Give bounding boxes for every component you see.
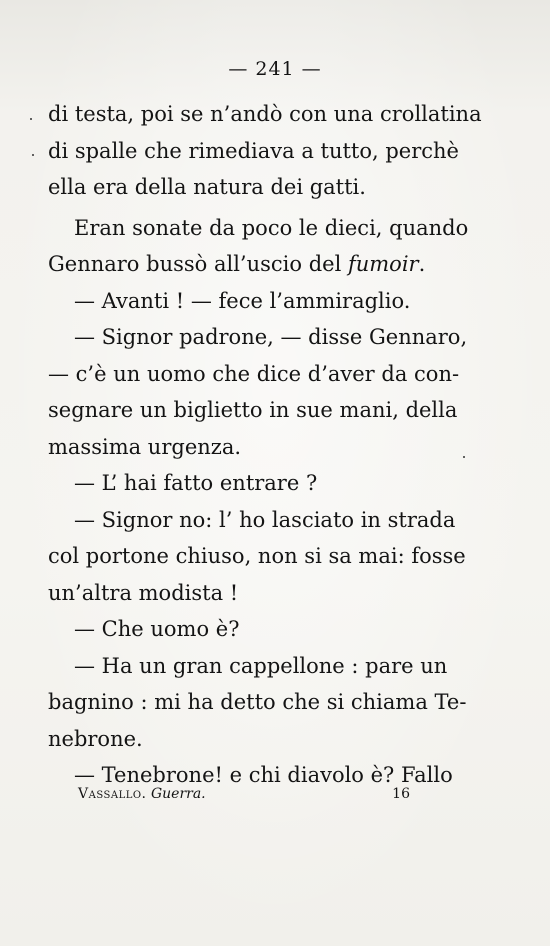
text-line: — L’ hai fatto entrare ? [74, 471, 318, 495]
text-line: — Che uomo è? [74, 617, 240, 641]
text-line: — c’è un uomo che dice d’aver da con- [48, 361, 460, 386]
footer-author: Vassallo. [78, 786, 147, 802]
print-speck [463, 456, 465, 458]
footer-citation [78, 786, 206, 802]
text-line: segnare un biglietto in sue mani, della [48, 398, 458, 422]
text-line: Eran sonate da poco le dieci, quando [74, 215, 469, 240]
body-text [48, 96, 482, 794]
text-fragment: Gennaro bussò all’uscio del [48, 252, 348, 276]
text-line: — Avanti ! — fece l’ammiraglio. [74, 288, 411, 313]
print-speck [30, 118, 32, 120]
text-line: ella era della natura dei gatti. [48, 175, 366, 199]
text-line: nebrone. [48, 726, 143, 751]
text-line: di spalle che rimediava a tutto, perchè [48, 138, 459, 163]
text-line: massima urgenza. [48, 434, 242, 459]
signature-mark: 16 [392, 786, 410, 802]
text-line: di testa, poi se n’andò con una crollatina [48, 102, 482, 126]
text-line: — Signor padrone, — disse Gennaro, [74, 325, 468, 349]
text-line: bagnino : mi ha detto che si chiama Te- [48, 690, 467, 714]
italic-word: fumoir [347, 252, 419, 276]
page-number: — 241 — [228, 58, 322, 80]
page-footer [78, 786, 410, 802]
text-fragment: . [418, 252, 426, 276]
text-line: col portone chiuso, non si sa mai: fosse [48, 544, 466, 568]
print-speck [32, 154, 34, 156]
text-line: — Signor no: l’ ho lasciato in strada [74, 507, 456, 532]
text-line [48, 246, 444, 283]
footer-title: Guerra. [150, 786, 206, 802]
text-line: un’altra modista ! [48, 580, 239, 605]
text-line: — Tenebrone! e chi diavolo è? Fallo [74, 763, 453, 787]
text-line: — Ha un gran cappellone : pare un [74, 653, 448, 678]
